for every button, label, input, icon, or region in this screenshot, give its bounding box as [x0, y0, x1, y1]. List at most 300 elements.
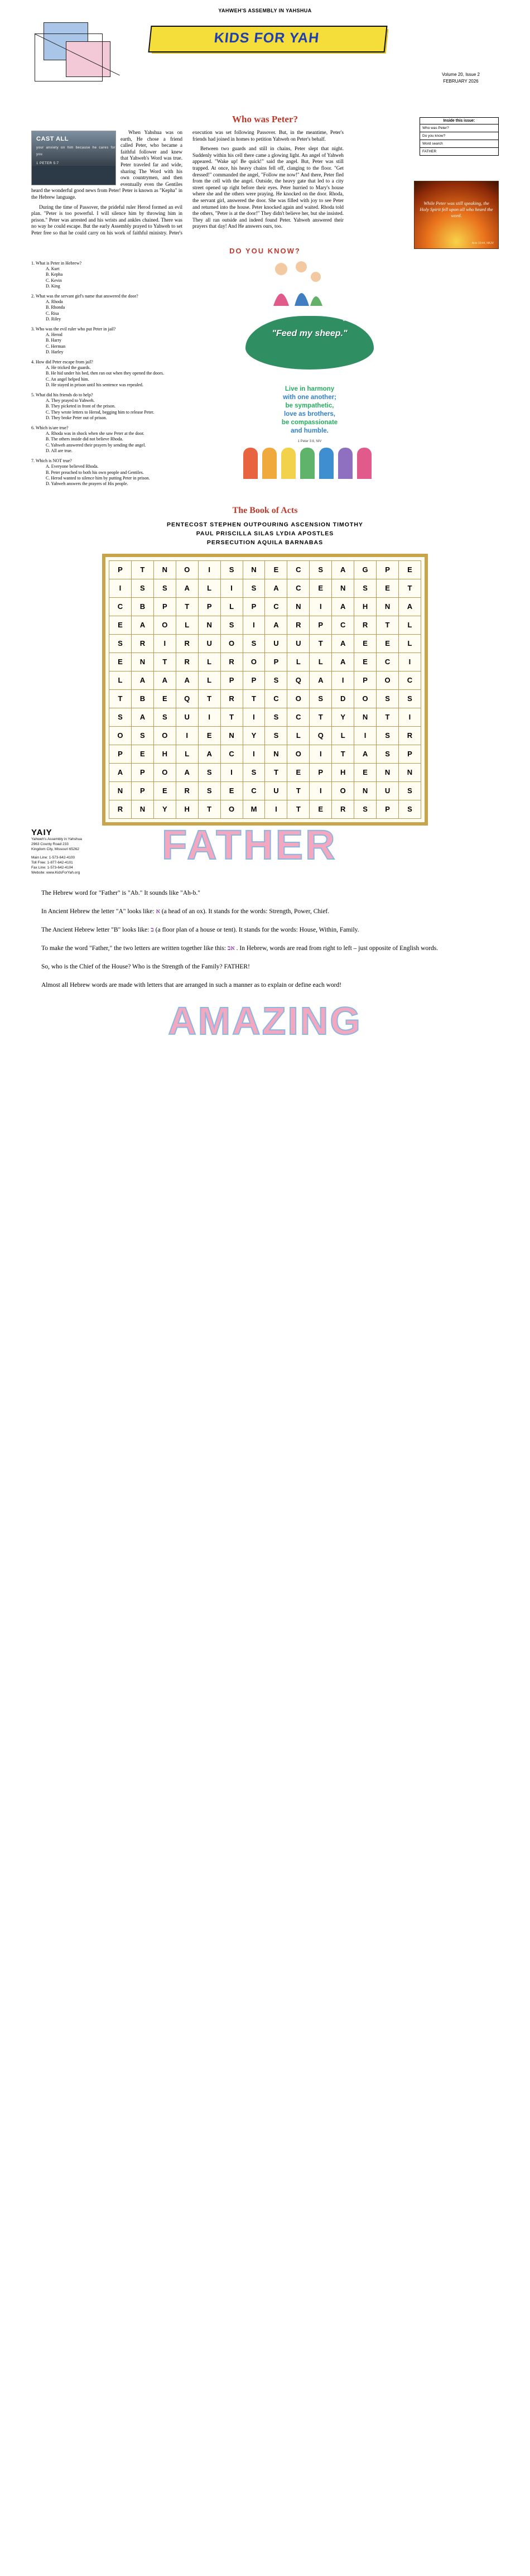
word-search-cell[interactable]: S: [243, 763, 265, 781]
word-search-cell[interactable]: E: [287, 763, 310, 781]
word-search-cell[interactable]: T: [176, 597, 198, 616]
word-search-cell[interactable]: P: [398, 745, 421, 763]
word-search-cell[interactable]: I: [310, 781, 332, 800]
quiz-question: [31, 327, 215, 356]
quiz-question: [31, 458, 215, 487]
lesson-text: To make the word "Father," the two letters are written together like this:: [41, 944, 226, 952]
word-search-cell[interactable]: A: [310, 671, 332, 689]
word-search-cell[interactable]: T: [377, 616, 399, 634]
word-search-cell[interactable]: S: [377, 689, 399, 708]
volume-issue: Volume 20, Issue 2: [441, 72, 480, 77]
article-title: Who was Peter?: [232, 114, 298, 124]
word-search-cell[interactable]: L: [198, 653, 220, 671]
quiz-option[interactable]: D. He stayed in prison until his sentence was repealed.: [46, 382, 143, 388]
word-search-title: The Book of Acts: [232, 505, 298, 515]
harmony-verse-ref: 1 Peter 3:8, NIV: [297, 439, 322, 443]
word-search-cell[interactable]: I: [265, 800, 287, 818]
word-search-cell[interactable]: S: [109, 634, 132, 653]
word-search-cell[interactable]: C: [287, 579, 310, 597]
word-search-cell[interactable]: E: [310, 579, 332, 597]
word-search-cell[interactable]: P: [109, 560, 132, 579]
quiz-question: [31, 425, 215, 454]
word-search-cell[interactable]: I: [153, 634, 176, 653]
word-search-cell[interactable]: D: [332, 689, 354, 708]
word-search-cell[interactable]: N: [243, 560, 265, 579]
word-search-cell[interactable]: P: [220, 671, 243, 689]
word-search-cell[interactable]: O: [220, 634, 243, 653]
word-search-cell[interactable]: E: [265, 560, 287, 579]
word-search-cell[interactable]: A: [131, 671, 153, 689]
word-search-cell[interactable]: E: [354, 763, 377, 781]
word-search-cell[interactable]: R: [354, 616, 377, 634]
quiz-q-body: Who was the evil ruler who put Peter in jail?: [35, 326, 116, 332]
word-search-cell[interactable]: U: [287, 634, 310, 653]
word-search-cell[interactable]: N: [332, 579, 354, 597]
toc-item: Word search: [420, 140, 498, 148]
word-search-cell[interactable]: I: [310, 745, 332, 763]
word-search-cell[interactable]: T: [398, 579, 421, 597]
quiz-option[interactable]: B. Harry: [46, 338, 61, 343]
word-search-row: [109, 634, 421, 653]
word-search-cell[interactable]: Y: [153, 800, 176, 818]
photo-caption-ref: 1 PETER 5:7: [36, 162, 59, 165]
word-search-cell[interactable]: N: [198, 616, 220, 634]
word-search-cell[interactable]: A: [153, 671, 176, 689]
word-search-cell[interactable]: T: [287, 800, 310, 818]
toc-item: FATHER: [422, 150, 437, 153]
word-search-cell[interactable]: B: [131, 597, 153, 616]
word-search-cell[interactable]: T: [109, 689, 132, 708]
harmony-line-5: be compassionate: [281, 419, 338, 426]
word-search-cell[interactable]: L: [176, 616, 198, 634]
word-search-cell[interactable]: S: [198, 781, 220, 800]
word-search-row: [109, 597, 421, 616]
word-search-cell[interactable]: T: [287, 781, 310, 800]
word-search-cell[interactable]: L: [287, 726, 310, 745]
quiz-option[interactable]: A. Rhoda was in shock when she saw Peter at the door.: [46, 431, 144, 436]
father-section: [0, 821, 530, 1043]
word-search-row: [109, 781, 421, 800]
harmony-line-3: be sympathetic,: [285, 402, 334, 409]
word-search-cell[interactable]: I: [310, 597, 332, 616]
word-search-cell[interactable]: P: [310, 763, 332, 781]
word-search-cell[interactable]: H: [354, 597, 377, 616]
quiz-option[interactable]: C. Kevin: [46, 277, 62, 283]
people-illustration: [240, 434, 379, 479]
word-search-cell[interactable]: O: [220, 800, 243, 818]
lesson-paragraph: [41, 925, 489, 936]
harmony-line-6: and humble.: [291, 427, 329, 434]
quiz-option[interactable]: C. Herod wanted to silence him by putting Peter in prison.: [46, 475, 150, 481]
quiz-title: DO YOU KNOW?: [229, 246, 301, 255]
word-search-cell[interactable]: L: [310, 653, 332, 671]
word-search-cell[interactable]: S: [153, 708, 176, 726]
word-search-cell[interactable]: A: [265, 616, 287, 634]
quiz-q-number: 4.: [31, 359, 35, 364]
quiz-q-body: Which is NOT true?: [35, 458, 72, 463]
quiz-option[interactable]: C. Yahweh answered their prayers by sending the angel.: [46, 442, 146, 448]
word-search-cell[interactable]: P: [131, 763, 153, 781]
word-search-cell[interactable]: N: [220, 726, 243, 745]
word-search-cell[interactable]: I: [220, 763, 243, 781]
word-search-cell[interactable]: I: [243, 616, 265, 634]
lesson-paragraph: [41, 943, 489, 954]
word-search-cell[interactable]: E: [220, 781, 243, 800]
word-search-cell[interactable]: P: [377, 560, 399, 579]
word-search-cell[interactable]: E: [377, 634, 399, 653]
quiz-option[interactable]: B. Rhonda: [46, 305, 65, 310]
quiz-option[interactable]: B. He hid under his bed, then ran out when they opened the doors.: [46, 371, 164, 376]
word-search-cell[interactable]: L: [176, 745, 198, 763]
word-search-cell[interactable]: O: [153, 616, 176, 634]
quiz-question: [31, 359, 215, 388]
word-search-cell[interactable]: A: [176, 763, 198, 781]
article-body: [31, 129, 344, 237]
word-search-cell[interactable]: S: [131, 579, 153, 597]
quiz-option[interactable]: C. Risa: [46, 310, 59, 316]
quiz-option[interactable]: B. The others inside did not believe Rhoda.: [46, 436, 123, 442]
word-search-cell[interactable]: L: [398, 616, 421, 634]
quiz-question-text: [31, 392, 215, 398]
word-search-cell[interactable]: A: [176, 671, 198, 689]
quiz-q-body: What is Peter in Hebrew?: [35, 260, 82, 266]
word-search-cell[interactable]: R: [398, 726, 421, 745]
word-search-cell[interactable]: L: [332, 726, 354, 745]
word-search-cell[interactable]: O: [332, 781, 354, 800]
word-search-cell[interactable]: A: [332, 653, 354, 671]
word-search-cell[interactable]: R: [220, 653, 243, 671]
address-line[interactable]: Website: www.KidsForYah.org: [31, 870, 80, 875]
fire-quote-text: While Peter was still speaking, the Holy Spirit fell upon all who heard the word.: [420, 200, 493, 218]
word-search-cell[interactable]: U: [377, 781, 399, 800]
word-search-cell[interactable]: O: [354, 689, 377, 708]
banner-title: KIDS FOR YAH: [213, 30, 320, 46]
word-search-cell[interactable]: A: [265, 579, 287, 597]
hebrew-word-ab: אב: [227, 944, 235, 952]
word-search-cell[interactable]: O: [153, 726, 176, 745]
word-search-cell[interactable]: O: [287, 745, 310, 763]
word-search-cell[interactable]: I: [398, 653, 421, 671]
decorative-square-outline: [35, 33, 103, 81]
word-search-row: [109, 745, 421, 763]
word-search-cell[interactable]: M: [243, 800, 265, 818]
amazing-word-art: AMAZING: [168, 999, 362, 1043]
word-search-cell[interactable]: P: [310, 616, 332, 634]
word-search-cell[interactable]: T: [332, 745, 354, 763]
word-search-cell[interactable]: A: [176, 579, 198, 597]
father-word-art: FATHER: [162, 821, 338, 868]
quiz-option[interactable]: D. All are true.: [46, 448, 73, 454]
word-search-grid-frame: [102, 554, 428, 826]
word-list-line: PENTECOST STEPHEN OUTPOURING ASCENSION TIMOTHY: [167, 521, 363, 528]
word-search-cell[interactable]: U: [198, 634, 220, 653]
word-search-cell[interactable]: P: [243, 597, 265, 616]
word-search-cell[interactable]: A: [109, 763, 132, 781]
word-search-row: [109, 579, 421, 597]
lesson-text: In Ancient Hebrew the letter "A" looks like:: [41, 908, 155, 915]
quiz-option[interactable]: B. Peter preached to both his own people and Gentiles.: [46, 469, 144, 475]
word-search-cell[interactable]: G: [354, 560, 377, 579]
word-search-cell[interactable]: S: [198, 763, 220, 781]
word-search-cell[interactable]: I: [398, 708, 421, 726]
word-search-cell[interactable]: T: [310, 708, 332, 726]
quiz-option[interactable]: A. Herod: [46, 332, 62, 337]
word-search-cell[interactable]: S: [377, 726, 399, 745]
word-search-cell[interactable]: E: [153, 781, 176, 800]
word-search-cell[interactable]: C: [377, 653, 399, 671]
word-search-cell[interactable]: E: [398, 560, 421, 579]
word-search-cell[interactable]: S: [398, 800, 421, 818]
quiz-section: [0, 247, 530, 497]
word-search-cell[interactable]: T: [153, 653, 176, 671]
word-search-cell[interactable]: A: [332, 634, 354, 653]
word-search-row: [109, 800, 421, 818]
quiz-option[interactable]: A. They prayed to Yahweh.: [46, 398, 95, 404]
word-search-cell[interactable]: H: [176, 800, 198, 818]
word-search-cell[interactable]: S: [377, 745, 399, 763]
quiz-q-number: 5.: [31, 392, 35, 397]
word-search-cell[interactable]: R: [176, 653, 198, 671]
address-line: Main Line: 1-573-642-4100: [31, 855, 75, 860]
word-search-cell[interactable]: E: [377, 579, 399, 597]
quiz-option[interactable]: B. They picketed in front of the prison.: [46, 404, 115, 409]
word-search-cell[interactable]: C: [287, 708, 310, 726]
word-search-cell[interactable]: S: [131, 726, 153, 745]
hebrew-letter-aleph: א: [156, 908, 160, 915]
word-search-cell[interactable]: Q: [310, 726, 332, 745]
quiz-option[interactable]: D. Harley: [46, 349, 64, 355]
photo-caption: [36, 136, 115, 167]
word-search-cell[interactable]: A: [398, 597, 421, 616]
word-search-cell[interactable]: I: [332, 671, 354, 689]
quiz-question: [31, 392, 215, 421]
quiz-option[interactable]: C. They wrote letters to Herod, begging him to release Peter.: [46, 409, 155, 415]
sheep-verse-text: "Feed my sheep.": [272, 328, 348, 338]
word-search-cell[interactable]: E: [354, 653, 377, 671]
word-search-cell[interactable]: E: [109, 616, 132, 634]
article-paragraph: When Yahshua was on earth, He chose a friend called Peter, who became a faithful follower and knew that Yahweh's Word was true. Peter traveled far and wide, sharing The Word with his own countrymen, and then eventually even the Gentiles heard the wonderful good news from Peter! Peter is known as "Kepha" in the Hebrew language.: [31, 129, 182, 200]
word-search-cell[interactable]: R: [109, 800, 132, 818]
word-search-cell[interactable]: P: [265, 653, 287, 671]
word-search-cell[interactable]: O: [109, 726, 132, 745]
word-search-cell[interactable]: N: [131, 800, 153, 818]
word-search-cell[interactable]: E: [109, 653, 132, 671]
word-search-cell[interactable]: A: [332, 597, 354, 616]
lesson-paragraph: So, who is the Chief of the House? Who is the Strength of the Family? FATHER!: [41, 963, 250, 970]
word-search-cell[interactable]: C: [265, 689, 287, 708]
word-search-cell[interactable]: H: [332, 763, 354, 781]
word-search-cell[interactable]: E: [153, 689, 176, 708]
word-search-cell[interactable]: P: [198, 597, 220, 616]
word-search-row: [109, 708, 421, 726]
word-search-cell[interactable]: C: [265, 597, 287, 616]
word-search-cell[interactable]: P: [377, 800, 399, 818]
word-search-cell[interactable]: I: [109, 579, 132, 597]
quiz-option[interactable]: D. Riley: [46, 316, 61, 322]
harmony-line-4: love as brothers,: [283, 410, 336, 418]
quiz-question-text: [31, 326, 215, 332]
word-search-cell[interactable]: Y: [332, 708, 354, 726]
word-search-cell[interactable]: I: [354, 726, 377, 745]
word-search-cell[interactable]: A: [198, 745, 220, 763]
word-search-cell[interactable]: S: [243, 579, 265, 597]
word-search-cell[interactable]: S: [398, 689, 421, 708]
word-search-grid: [109, 560, 421, 819]
word-search-cell[interactable]: N: [398, 763, 421, 781]
word-search-cell[interactable]: P: [243, 671, 265, 689]
word-search-cell[interactable]: C: [287, 560, 310, 579]
word-search-cell[interactable]: S: [354, 800, 377, 818]
quiz-q-body: Which is/are true?: [35, 425, 69, 430]
word-search-cell[interactable]: N: [354, 781, 377, 800]
word-search-cell[interactable]: O: [377, 671, 399, 689]
word-search-cell[interactable]: O: [176, 560, 198, 579]
word-search-cell[interactable]: L: [398, 634, 421, 653]
word-search-cell[interactable]: O: [153, 763, 176, 781]
word-search-cell[interactable]: S: [109, 708, 132, 726]
word-search-cell[interactable]: A: [332, 560, 354, 579]
word-search-cell[interactable]: U: [176, 708, 198, 726]
quiz-option[interactable]: D. Yahweh answers the prayers of His people.: [46, 481, 128, 487]
word-search-cell[interactable]: E: [310, 800, 332, 818]
word-search-cell[interactable]: C: [398, 671, 421, 689]
word-search-cell[interactable]: Q: [176, 689, 198, 708]
sheep-word-art: [245, 316, 374, 370]
word-search-cell[interactable]: S: [153, 579, 176, 597]
photo-sea: [32, 166, 115, 185]
word-search-cell[interactable]: N: [377, 763, 399, 781]
word-search-cell[interactable]: T: [198, 800, 220, 818]
quiz-option[interactable]: A. He tricked the guards.: [46, 365, 91, 370]
word-search-cell[interactable]: E: [198, 726, 220, 745]
word-search-cell[interactable]: I: [243, 708, 265, 726]
address-line: 2963 County Road 233: [31, 842, 69, 846]
word-search-cell[interactable]: S: [265, 726, 287, 745]
word-search-cell[interactable]: R: [131, 634, 153, 653]
word-search-cell[interactable]: N: [377, 597, 399, 616]
lesson-text: (a floor plan of a house or tent). It stands for the words: House, Within, Family.: [155, 926, 359, 933]
word-search-cell[interactable]: T: [243, 689, 265, 708]
quiz-option[interactable]: A. Kurt: [46, 266, 60, 271]
word-search-cell[interactable]: I: [220, 579, 243, 597]
lesson-paragraph: [41, 906, 489, 917]
word-search-cell[interactable]: L: [198, 671, 220, 689]
word-search-cell[interactable]: I: [198, 708, 220, 726]
contact-address: [31, 837, 154, 875]
word-search-cell[interactable]: H: [153, 745, 176, 763]
word-search-cell[interactable]: A: [131, 616, 153, 634]
word-search-cell[interactable]: R: [176, 634, 198, 653]
word-search-cell[interactable]: S: [265, 671, 287, 689]
quiz-q-body: What did his friends do to help?: [35, 392, 93, 397]
word-search-cell[interactable]: R: [220, 689, 243, 708]
word-search-cell[interactable]: N: [109, 781, 132, 800]
word-search-cell[interactable]: T: [198, 689, 220, 708]
harmony-line-2: with one another;: [283, 394, 336, 401]
word-search-cell[interactable]: Y: [243, 726, 265, 745]
word-search-cell[interactable]: S: [243, 634, 265, 653]
word-search-cell[interactable]: T: [131, 560, 153, 579]
word-search-cell[interactable]: C: [109, 597, 132, 616]
inside-this-issue-title: Inside this issue:: [420, 118, 498, 124]
quiz-option[interactable]: A. Everyone believed Rhoda.: [46, 464, 99, 469]
word-search-cell[interactable]: N: [153, 560, 176, 579]
word-search-cell[interactable]: L: [109, 671, 132, 689]
quiz-option[interactable]: A. Rhoda: [46, 299, 63, 304]
word-search-cell[interactable]: S: [354, 579, 377, 597]
word-search-cell[interactable]: E: [131, 745, 153, 763]
quiz-question-text: [31, 458, 215, 464]
word-search-cell[interactable]: U: [265, 781, 287, 800]
word-search-cell[interactable]: I: [198, 560, 220, 579]
quiz-option[interactable]: D. King: [46, 284, 60, 289]
word-search-cell[interactable]: L: [287, 653, 310, 671]
word-search-cell[interactable]: O: [243, 653, 265, 671]
word-search-cell[interactable]: L: [220, 597, 243, 616]
word-search-cell[interactable]: S: [265, 708, 287, 726]
quiz-option[interactable]: D. They broke Peter out of prison.: [46, 415, 107, 421]
quiz-q-body: How did Peter escape from jail?: [36, 359, 93, 364]
word-search-cell[interactable]: S: [310, 689, 332, 708]
word-search-cell[interactable]: T: [220, 708, 243, 726]
word-search-cell[interactable]: S: [220, 560, 243, 579]
word-search-cell[interactable]: Q: [287, 671, 310, 689]
word-search-cell[interactable]: C: [332, 616, 354, 634]
word-search-cell[interactable]: P: [109, 745, 132, 763]
word-search-row: [109, 671, 421, 689]
quiz-option[interactable]: C. An angel helped him.: [46, 376, 89, 382]
word-search-row: [109, 653, 421, 671]
word-search-cell[interactable]: N: [354, 708, 377, 726]
word-search-cell[interactable]: T: [377, 708, 399, 726]
word-search-cell[interactable]: A: [131, 708, 153, 726]
word-search-cell[interactable]: T: [310, 634, 332, 653]
word-search-cell[interactable]: I: [176, 726, 198, 745]
word-search-cell[interactable]: C: [243, 781, 265, 800]
word-search-cell[interactable]: R: [332, 800, 354, 818]
word-search-cell[interactable]: P: [131, 781, 153, 800]
word-search-cell[interactable]: N: [287, 597, 310, 616]
word-search-row: [109, 616, 421, 634]
word-search-cell[interactable]: U: [265, 634, 287, 653]
word-search-cell[interactable]: A: [354, 745, 377, 763]
word-search-cell[interactable]: R: [176, 781, 198, 800]
quiz-question-text: [31, 425, 215, 431]
word-search-cell[interactable]: C: [220, 745, 243, 763]
quiz-option[interactable]: C. Herman: [46, 343, 66, 349]
fire-quote-image: [414, 181, 499, 249]
word-search-cell[interactable]: I: [243, 745, 265, 763]
word-search-cell[interactable]: S: [310, 560, 332, 579]
quiz-q-body: What was the servant girl's name that answered the door?: [35, 293, 138, 299]
quiz-q-number: 1.: [31, 260, 35, 266]
word-search-cell[interactable]: S: [220, 616, 243, 634]
word-search-cell[interactable]: P: [153, 597, 176, 616]
word-search-cell[interactable]: E: [354, 634, 377, 653]
word-search-cell[interactable]: N: [265, 745, 287, 763]
word-search-row: [109, 689, 421, 708]
word-search-cell[interactable]: T: [265, 763, 287, 781]
word-search-cell[interactable]: P: [354, 671, 377, 689]
word-search-cell[interactable]: N: [131, 653, 153, 671]
word-search-cell[interactable]: R: [287, 616, 310, 634]
word-search-cell[interactable]: O: [287, 689, 310, 708]
quiz-question-text: [31, 260, 215, 266]
word-search-cell[interactable]: B: [131, 689, 153, 708]
word-search-cell[interactable]: L: [198, 579, 220, 597]
quiz-option[interactable]: B. Kepha: [46, 272, 63, 277]
word-search-cell[interactable]: S: [398, 781, 421, 800]
